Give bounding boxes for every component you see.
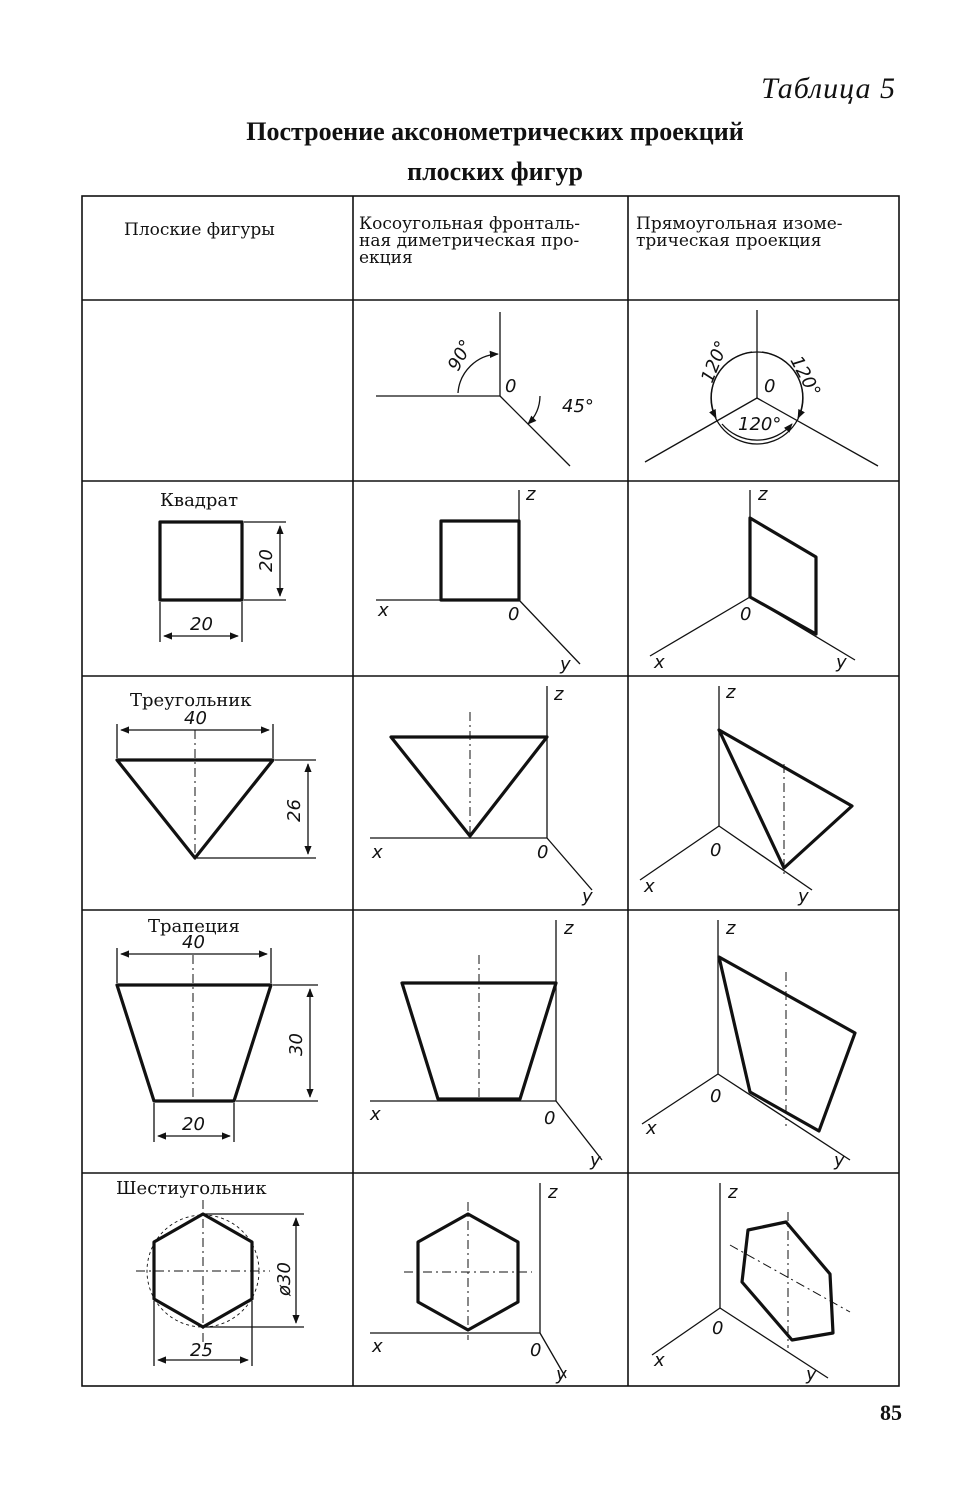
page-title-line2: плоских фигур bbox=[407, 157, 583, 186]
header-oblique-line3: екция bbox=[359, 248, 413, 268]
iso-angle-label-right: 120° bbox=[785, 352, 825, 401]
table-border bbox=[82, 196, 899, 1386]
oblique-axes-diagram bbox=[376, 312, 594, 466]
triangle-dim-label-width: 40 bbox=[184, 708, 207, 729]
triangle-flat-figure bbox=[117, 708, 316, 858]
trapezoid-dim-label-height: 30 bbox=[286, 1033, 307, 1056]
axis-x-line bbox=[642, 1074, 718, 1124]
axis-z-label: z bbox=[548, 1182, 558, 1203]
header-isometric-line2: трическая проекция bbox=[636, 231, 822, 251]
header-flat-figures: Плоские фигуры bbox=[124, 220, 275, 240]
square-oblique-figure bbox=[376, 484, 580, 675]
axis-x-label: x bbox=[654, 652, 665, 673]
trapezoid-isometric-figure bbox=[642, 918, 855, 1171]
axis-y-label: y bbox=[806, 1364, 817, 1385]
hexagon-flat-figure bbox=[136, 1200, 304, 1366]
page-title-line1: Построение аксонометрических проекций bbox=[246, 117, 744, 146]
trapezoid-flat-figure bbox=[117, 932, 318, 1142]
label-square: Квадрат bbox=[160, 490, 239, 511]
header-isometric-line1: Прямоугольная изоме- bbox=[636, 214, 843, 234]
axis-x-line bbox=[652, 1308, 720, 1355]
axis-x-label: x bbox=[646, 1118, 657, 1139]
axis-z-label: z bbox=[526, 484, 536, 505]
square-shape bbox=[160, 522, 242, 600]
axis-y-line bbox=[500, 396, 570, 466]
axis-y-label: y bbox=[836, 652, 847, 673]
triangle-isometric-figure bbox=[640, 682, 852, 907]
axis-origin-label: 0 bbox=[710, 1086, 722, 1107]
axis-origin-label: 0 bbox=[530, 1340, 542, 1361]
origin-label: 0 bbox=[505, 376, 517, 397]
axis-y-label: y bbox=[834, 1150, 845, 1171]
iso-angle-label-left: 120° bbox=[697, 337, 733, 386]
axis-z-label: z bbox=[554, 684, 564, 705]
square-isometric-figure bbox=[650, 484, 855, 673]
axis-z-label: z bbox=[758, 484, 768, 505]
trapezoid-shape bbox=[117, 985, 271, 1101]
table-grid bbox=[82, 196, 899, 1386]
trapezoid-dim-label-top: 40 bbox=[182, 932, 205, 953]
page-number: 85 bbox=[880, 1400, 902, 1425]
triangle-isometric-shape bbox=[719, 730, 852, 868]
header-oblique-line2: ная диметрическая про- bbox=[359, 231, 580, 251]
angle-90-label: 90° bbox=[443, 336, 478, 375]
square-dim-label-horizontal: 20 bbox=[190, 614, 213, 635]
axis-x-line bbox=[650, 597, 750, 656]
hexagon-dim-label-diameter: ø30 bbox=[274, 1262, 295, 1296]
angle-45-label: 45° bbox=[562, 396, 594, 417]
iso-origin-label: 0 bbox=[764, 376, 776, 397]
axis-x-label: x bbox=[378, 600, 389, 621]
axis-origin-label: 0 bbox=[544, 1108, 556, 1129]
triangle-dim-label-height: 26 bbox=[284, 799, 305, 822]
axis-y-label: y bbox=[798, 886, 809, 907]
square-flat-figure bbox=[160, 522, 286, 642]
hexagon-isometric-figure bbox=[652, 1182, 850, 1385]
axis-y-label: y bbox=[590, 1150, 601, 1171]
axis-z-label: z bbox=[728, 1182, 738, 1203]
axis-origin-label: 0 bbox=[710, 840, 722, 861]
axis-x-label: x bbox=[372, 842, 383, 863]
axis-y-line bbox=[547, 838, 592, 890]
axis-origin-label: 0 bbox=[537, 842, 549, 863]
axis-y-line bbox=[718, 1074, 850, 1160]
axis-y-line bbox=[719, 826, 812, 890]
hexagon-dim-label-width: 25 bbox=[190, 1340, 213, 1361]
triangle-oblique-shape bbox=[391, 737, 547, 836]
axis-x-label: x bbox=[372, 1336, 383, 1357]
square-dim-label-vertical: 20 bbox=[256, 549, 277, 572]
axis-x-label: x bbox=[644, 876, 655, 897]
square-oblique-shape bbox=[441, 521, 519, 600]
label-hexagon: Шестиугольник bbox=[116, 1178, 267, 1199]
triangle-oblique-figure bbox=[370, 684, 593, 907]
isometric-axes-diagram bbox=[645, 310, 878, 466]
trapezoid-isometric-shape bbox=[719, 957, 855, 1131]
table-number: Таблица 5 bbox=[761, 72, 896, 105]
label-triangle: Треугольник bbox=[130, 690, 252, 711]
axis-origin-label: 0 bbox=[712, 1318, 724, 1339]
axis-origin-label: 0 bbox=[508, 604, 520, 625]
angle-45-arc bbox=[528, 396, 540, 424]
axis-y-line bbox=[519, 600, 580, 664]
axis-x-label: x bbox=[370, 1104, 381, 1125]
trapezoid-oblique-figure bbox=[369, 918, 602, 1171]
hexagon-isometric-diagonal bbox=[730, 1245, 850, 1312]
axis-origin-label: 0 bbox=[740, 604, 752, 625]
hexagon-oblique-figure bbox=[370, 1182, 567, 1385]
header-oblique-line1: Косоугольная фронталь- bbox=[359, 214, 581, 234]
axis-y-label: y bbox=[582, 886, 593, 907]
axis-z-label: z bbox=[564, 918, 574, 939]
trapezoid-dim-label-bottom: 20 bbox=[182, 1114, 205, 1135]
label-trapezoid: Трапеция bbox=[148, 916, 240, 937]
axis-y-label: y bbox=[556, 1364, 567, 1385]
axis-z-label: z bbox=[726, 918, 736, 939]
axis-x-line bbox=[640, 826, 722, 880]
axis-y-label: y bbox=[560, 654, 571, 675]
axis-x-label: x bbox=[654, 1350, 665, 1371]
square-isometric-shape bbox=[750, 518, 816, 634]
axis-z-label: z bbox=[726, 682, 736, 703]
iso-angle-label-bottom: 120° bbox=[738, 414, 782, 435]
